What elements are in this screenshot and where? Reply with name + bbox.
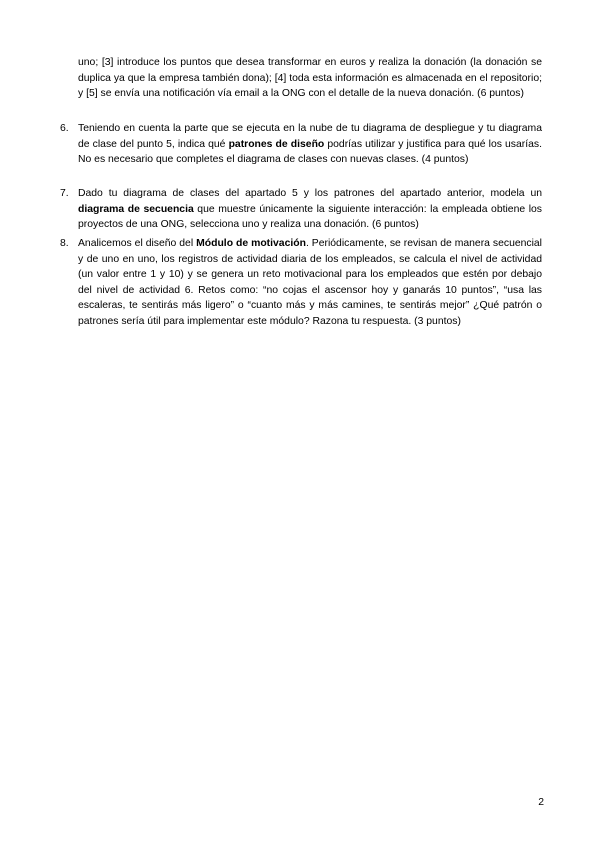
question-number: 8. [60,238,69,249]
question-number: 7. [60,188,69,199]
continuation-paragraph: uno; [3] introduce los puntos que desea transformar en euros y realiza la donación (la donación se duplica ya que la empresa también dona); [4] toda esta información es almacenada en el repositorio; y [5] se envía una notificación vía email a la ONG con el detalle de la nueva donación. (6 puntos) [78,57,542,99]
question-number: 6. [60,123,69,134]
text-after: podrías utilizar y justifica para qué los usarías. No es necesario que completes el diagrama de clases con nuevas clases. (4 puntos) [78,138,542,165]
question-6 [60,121,542,168]
question-7 [60,186,542,233]
text-after: que muestre únicamente la siguiente interacción: la empleada obtiene los proyectos de una ONG, selecciona uno y realiza una donación. (6 puntos) [78,203,542,230]
question-text [78,121,542,168]
bold-term: patrones de diseño [228,138,325,150]
text-before: Teniendo en cuenta la parte que se ejecuta en la nube de tu diagrama de despliegue y tu diagrama de clase del punto 5, indica qué [78,123,542,150]
bold-term: diagrama de secuencia [78,203,194,215]
text-before: Dado tu diagrama de clases del apartado 5 y los patrones del apartado anterior, modela un [78,188,542,199]
question-8 [60,236,542,329]
bold-term: Módulo de motivación [196,238,306,249]
text-before: Analicemos el diseño del [78,238,197,249]
question-text [78,236,542,329]
question-text [78,186,542,233]
page-number: 2 [538,797,544,808]
text-after: . Periódicamente, se revisan de manera secuencial y de uno en uno, los registros de actividad diaria de los empleados, se calcula el nivel de actividad (un valor entre 1 y 10) y se genera un reto motivacional para los empleados que estén por debajo del nivel de actividad 6. Retos como: “no cojas el ascensor hoy y ganarás 10 puntos”, “usa las escaleras, te sentirás más ligero” o “cuanto más y más camines, te sentirás mejor” ¿Qué patrón o patrones sería útil para implementar este módulo? Razona tu respuesta. (3 puntos) [78,238,542,327]
